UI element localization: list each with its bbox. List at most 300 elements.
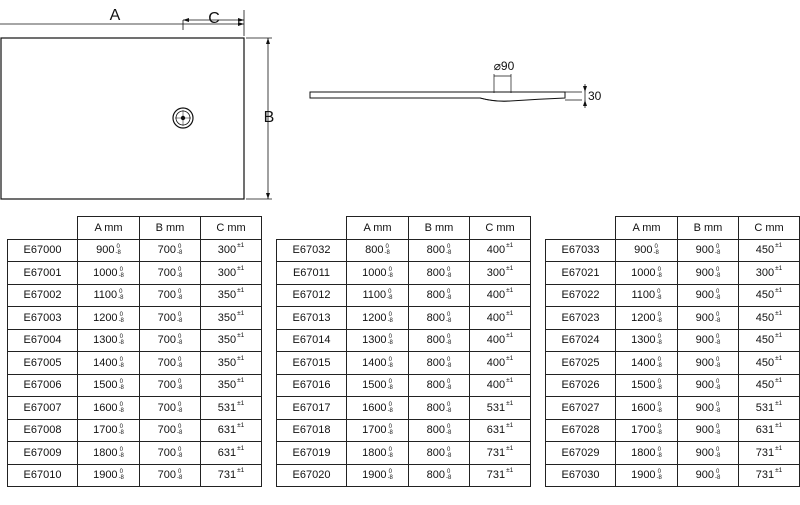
table-row — [546, 329, 800, 352]
tolerance-plus-minus: ±1 — [506, 264, 514, 272]
tolerance-upper: 0 — [178, 424, 182, 431]
tolerance-lower: -8 — [446, 272, 452, 279]
tolerance-range — [177, 447, 182, 459]
tolerance-upper: 0 — [178, 469, 182, 476]
tolerance-upper: 0 — [116, 244, 120, 251]
table-row — [546, 442, 800, 465]
tolerance-lower: -8 — [177, 295, 183, 302]
tolerance-lower: -8 — [118, 340, 124, 347]
tolerance-upper: 0 — [447, 401, 451, 408]
dim-a-value: 1500 — [362, 379, 387, 392]
dim-b-cell — [409, 464, 470, 487]
table-row — [277, 374, 531, 397]
tolerance-lower: -8 — [715, 295, 721, 302]
tolerance-range — [715, 334, 720, 346]
dim-b-value: 900 — [695, 469, 714, 482]
tolerance-lower: -8 — [715, 452, 721, 459]
table-row — [277, 307, 531, 330]
tray-top-view — [1, 38, 244, 199]
tolerance-lower: -8 — [656, 295, 662, 302]
tolerance-range — [177, 424, 182, 436]
tolerance-plus-minus: ±1 — [237, 354, 245, 362]
tolerance-range — [119, 334, 124, 346]
dim-b-cell — [409, 284, 470, 307]
tolerance-upper: 0 — [447, 334, 451, 341]
dim-a-cell — [347, 262, 409, 285]
dim-c-value: 400 — [486, 311, 506, 324]
dim-b-value: 700 — [157, 446, 176, 459]
dim-b-value: 700 — [157, 379, 176, 392]
dim-c-cell — [470, 284, 531, 307]
dim-b-value: 900 — [695, 446, 714, 459]
column-header: A mm — [616, 217, 678, 240]
tolerance-lower: -8 — [177, 250, 183, 257]
dim-a-cell — [78, 352, 140, 375]
product-code: E67006 — [8, 374, 78, 397]
tolerance-lower: -8 — [177, 475, 183, 482]
table-row — [8, 284, 262, 307]
dim-c-value: 300 — [755, 266, 775, 279]
dim-a-cell — [616, 442, 678, 465]
dim-a-cell — [347, 239, 409, 262]
tolerance-plus-minus: ±1 — [506, 377, 514, 385]
table-row — [277, 284, 531, 307]
tolerance-upper: 0 — [447, 244, 451, 251]
dim-a-value: 1000 — [362, 266, 387, 279]
tolerance-range — [118, 289, 123, 301]
tolerance-upper: 0 — [716, 401, 720, 408]
dim-a-cell — [78, 464, 140, 487]
tolerance-lower: -8 — [446, 317, 452, 324]
product-code: E67022 — [546, 284, 616, 307]
product-code: E67019 — [277, 442, 347, 465]
dim-b-cell — [409, 419, 470, 442]
dim-a-cell — [347, 419, 409, 442]
dim-c-cell — [470, 397, 531, 420]
spec-table-800 — [276, 216, 531, 487]
table-row — [8, 374, 262, 397]
table-row — [277, 239, 531, 262]
tolerance-upper: 0 — [447, 446, 451, 453]
tolerance-plus-minus: ±1 — [775, 242, 783, 250]
tolerance-range — [715, 289, 720, 301]
tolerance-lower: -8 — [177, 317, 183, 324]
tolerance-range — [715, 447, 720, 459]
tolerance-lower: -8 — [656, 272, 662, 279]
dim-b-cell — [140, 419, 201, 442]
tolerance-upper: 0 — [385, 244, 389, 251]
dim-a-value: 800 — [365, 244, 384, 257]
dim-c-cell — [739, 262, 800, 285]
dim-a-arrow-right — [238, 22, 244, 26]
tolerance-range — [388, 469, 393, 481]
dim-c-cell — [739, 284, 800, 307]
table-row — [546, 284, 800, 307]
dim-b-value: 700 — [157, 311, 176, 324]
dim-c-cell — [201, 239, 262, 262]
tolerance-lower: -8 — [715, 385, 721, 392]
tolerance-upper: 0 — [716, 446, 720, 453]
tolerance-range — [446, 379, 451, 391]
dim-b-cell — [678, 329, 739, 352]
tolerance-lower: -8 — [656, 430, 662, 437]
tolerance-upper: 0 — [178, 379, 182, 386]
dim-a-cell — [616, 262, 678, 285]
tolerance-range — [657, 267, 662, 279]
tolerance-upper: 0 — [178, 334, 182, 341]
product-code: E67005 — [8, 352, 78, 375]
dim-c-cell — [201, 419, 262, 442]
tolerance-range — [715, 244, 720, 256]
dim-b-value: 800 — [426, 356, 445, 369]
tolerance-range — [177, 244, 182, 256]
dim-a-value: 1100 — [631, 289, 656, 302]
tolerance-upper: 0 — [657, 266, 661, 273]
tolerance-plus-minus: ±1 — [237, 467, 245, 475]
column-header: A mm — [78, 217, 140, 240]
tolerance-plus-minus: ±1 — [237, 264, 245, 272]
tolerance-range — [715, 357, 720, 369]
table-row — [277, 397, 531, 420]
dim-c-cell — [470, 262, 531, 285]
tolerance-lower: -8 — [118, 317, 124, 324]
dim-b-value: 700 — [157, 469, 176, 482]
tolerance-upper: 0 — [388, 289, 392, 296]
dim-a-value: 1300 — [631, 334, 656, 347]
product-code: E67013 — [277, 307, 347, 330]
dim-c-value: 350 — [217, 356, 237, 369]
table-row — [277, 352, 531, 375]
tolerance-range — [119, 424, 124, 436]
dim-a-value: 1700 — [93, 424, 118, 437]
tolerance-plus-minus: ±1 — [775, 332, 783, 340]
dim-c-cell — [470, 464, 531, 487]
tolerance-upper: 0 — [716, 266, 720, 273]
dim-b-label: B — [263, 109, 275, 126]
dim-b-cell — [140, 307, 201, 330]
tolerance-range — [446, 402, 451, 414]
dim-b-value: 900 — [695, 424, 714, 437]
tolerance-range — [119, 267, 124, 279]
product-code: E67027 — [546, 397, 616, 420]
dim-a-cell — [616, 419, 678, 442]
tolerance-upper: 0 — [657, 356, 661, 363]
tolerance-plus-minus: ±1 — [775, 264, 783, 272]
dim-c-cell — [201, 374, 262, 397]
tolerance-range — [177, 312, 182, 324]
product-code: E67024 — [546, 329, 616, 352]
tolerance-upper: 0 — [119, 469, 123, 476]
dim-b-cell — [409, 329, 470, 352]
drain-icon — [173, 108, 193, 128]
tolerance-upper: 0 — [119, 334, 123, 341]
tolerance-upper: 0 — [447, 266, 451, 273]
product-code: E67014 — [277, 329, 347, 352]
table-row — [277, 442, 531, 465]
dim-b-value: 900 — [695, 356, 714, 369]
product-code: E67018 — [277, 419, 347, 442]
table-row — [8, 397, 262, 420]
dim-b-value: 700 — [157, 424, 176, 437]
dim-b-cell — [678, 464, 739, 487]
column-header: A mm — [347, 217, 409, 240]
dim-c-cell — [201, 352, 262, 375]
tolerance-lower: -8 — [715, 430, 721, 437]
dim-c-arrow-right — [238, 18, 244, 22]
table-row — [8, 262, 262, 285]
tolerance-upper: 0 — [447, 311, 451, 318]
tolerance-range — [177, 289, 182, 301]
dim-c-value: 631 — [486, 424, 506, 437]
dim-a-value: 1200 — [362, 311, 387, 324]
tolerance-upper: 0 — [178, 356, 182, 363]
tolerance-lower: -8 — [656, 475, 662, 482]
tolerance-plus-minus: ±1 — [775, 377, 783, 385]
dim-b-cell — [409, 307, 470, 330]
dim-b-cell — [409, 374, 470, 397]
tolerance-range — [119, 357, 124, 369]
tolerance-lower: -8 — [115, 250, 121, 257]
dim-b-value: 900 — [695, 311, 714, 324]
tolerance-plus-minus: ±1 — [775, 467, 783, 475]
dim-a-cell — [78, 442, 140, 465]
dim-b-cell — [678, 352, 739, 375]
dim-c-cell — [739, 329, 800, 352]
tolerance-lower: -8 — [387, 272, 393, 279]
column-header: B mm — [140, 217, 201, 240]
tolerance-range — [446, 289, 451, 301]
tolerance-range — [715, 312, 720, 324]
dim-b-value: 800 — [426, 424, 445, 437]
table-header-row — [8, 217, 262, 240]
tolerance-lower: -8 — [384, 250, 390, 257]
tolerance-lower: -8 — [177, 362, 183, 369]
tolerance-lower: -8 — [656, 317, 662, 324]
tolerance-lower: -8 — [118, 475, 124, 482]
dim-c-value: 400 — [486, 244, 506, 257]
column-header: C mm — [470, 217, 531, 240]
tolerance-range — [119, 312, 124, 324]
product-code: E67000 — [8, 239, 78, 262]
tolerance-range — [177, 469, 182, 481]
dim-c-value: 731 — [486, 469, 506, 482]
table-row — [546, 307, 800, 330]
dim-a-value: 1300 — [93, 334, 118, 347]
dim-b-cell — [409, 352, 470, 375]
tolerance-lower: -8 — [387, 362, 393, 369]
product-code: E67002 — [8, 284, 78, 307]
tolerance-range — [446, 447, 451, 459]
dim-b-cell — [140, 397, 201, 420]
tolerance-range — [388, 447, 393, 459]
dim-a-cell — [78, 307, 140, 330]
tolerance-plus-minus: ±1 — [775, 309, 783, 317]
tolerance-upper: 0 — [119, 446, 123, 453]
tolerance-lower: -8 — [715, 272, 721, 279]
dim-b-value: 900 — [695, 401, 714, 414]
dim-b-value: 700 — [157, 356, 176, 369]
tolerance-range — [446, 357, 451, 369]
tolerance-lower: -8 — [177, 430, 183, 437]
dim-a-cell — [78, 397, 140, 420]
dim-b-cell — [140, 374, 201, 397]
product-code: E67004 — [8, 329, 78, 352]
dim-c-value: 631 — [755, 424, 775, 437]
dim-a-value: 900 — [634, 244, 653, 257]
tolerance-lower: -8 — [446, 452, 452, 459]
tolerance-plus-minus: ±1 — [237, 287, 245, 295]
dim-c-cell — [201, 329, 262, 352]
spec-table-700 — [7, 216, 262, 487]
tolerance-lower: -8 — [446, 340, 452, 347]
tolerance-lower: -8 — [387, 385, 393, 392]
dim-b-cell — [409, 397, 470, 420]
product-code: E67008 — [8, 419, 78, 442]
tolerance-range — [657, 357, 662, 369]
dim-c-cell — [739, 374, 800, 397]
dim-a-value: 1000 — [93, 266, 118, 279]
dim-a-cell — [347, 352, 409, 375]
dim-c-cell — [201, 442, 262, 465]
dim-c-cell — [470, 374, 531, 397]
tolerance-plus-minus: ±1 — [775, 287, 783, 295]
dim-c-cell — [739, 352, 800, 375]
tolerance-lower: -8 — [387, 452, 393, 459]
dim-c-value: 300 — [217, 266, 237, 279]
dim-a-value: 1600 — [631, 401, 656, 414]
dim-a-cell — [347, 329, 409, 352]
tolerance-range — [656, 289, 661, 301]
dim-b-cell — [678, 374, 739, 397]
tolerance-plus-minus: ±1 — [237, 422, 245, 430]
tolerance-lower: -8 — [387, 475, 393, 482]
table-row — [8, 419, 262, 442]
product-code: E67010 — [8, 464, 78, 487]
dim-a-cell — [78, 284, 140, 307]
dim-b-cell — [140, 442, 201, 465]
tolerance-upper: 0 — [657, 379, 661, 386]
dim-a-value: 1500 — [631, 379, 656, 392]
tolerance-lower: -8 — [387, 407, 393, 414]
tolerance-range — [657, 424, 662, 436]
dim-b-value: 800 — [426, 311, 445, 324]
dim-a-cell — [616, 239, 678, 262]
dim-b-value: 700 — [157, 289, 176, 302]
dim-c-cell — [739, 239, 800, 262]
dim-c-value: 400 — [486, 289, 506, 302]
table-row — [277, 262, 531, 285]
dim-c-cell — [201, 464, 262, 487]
tolerance-upper: 0 — [716, 244, 720, 251]
table-header-row — [277, 217, 531, 240]
product-code: E67001 — [8, 262, 78, 285]
dim-a-value: 1500 — [93, 379, 118, 392]
dim-b-cell — [140, 284, 201, 307]
dim-c-value: 450 — [755, 334, 775, 347]
tolerance-range — [657, 334, 662, 346]
tolerance-range — [388, 357, 393, 369]
tolerance-range — [446, 312, 451, 324]
tolerance-plus-minus: ±1 — [506, 422, 514, 430]
tolerance-range — [388, 267, 393, 279]
dim-c-value: 450 — [755, 244, 775, 257]
dim-a-cell — [78, 262, 140, 285]
dim-b-arrow-top — [266, 38, 270, 44]
dim-a-value: 1200 — [93, 311, 118, 324]
header-corner — [8, 217, 78, 240]
dim-c-cell — [470, 239, 531, 262]
dim-b-value: 800 — [426, 446, 445, 459]
tolerance-range — [654, 244, 659, 256]
dim-c-cell — [470, 442, 531, 465]
product-code: E67030 — [546, 464, 616, 487]
tolerance-lower: -8 — [118, 407, 124, 414]
dim-a-cell — [347, 284, 409, 307]
tolerance-range — [388, 402, 393, 414]
tolerance-upper: 0 — [447, 289, 451, 296]
dim-c-value: 300 — [217, 244, 237, 257]
dim-a-cell — [616, 397, 678, 420]
dim-c-cell — [470, 329, 531, 352]
tolerance-upper: 0 — [657, 446, 661, 453]
tolerance-upper: 0 — [716, 379, 720, 386]
tolerance-range — [657, 379, 662, 391]
tolerance-upper: 0 — [178, 266, 182, 273]
tolerance-lower: -8 — [177, 452, 183, 459]
height-dim-arrow-top — [583, 86, 587, 92]
tolerance-lower: -8 — [656, 385, 662, 392]
tolerance-range — [657, 312, 662, 324]
dim-a-cell — [347, 374, 409, 397]
tolerance-plus-minus: ±1 — [237, 399, 245, 407]
tolerance-lower: -8 — [118, 362, 124, 369]
tolerance-upper: 0 — [716, 289, 720, 296]
tolerance-upper: 0 — [178, 446, 182, 453]
dim-b-cell — [678, 397, 739, 420]
tolerance-upper: 0 — [716, 334, 720, 341]
tolerance-upper: 0 — [657, 424, 661, 431]
dim-c-value: 350 — [217, 379, 237, 392]
tolerance-plus-minus: ±1 — [237, 332, 245, 340]
dim-c-cell — [201, 397, 262, 420]
dim-c-cell — [201, 307, 262, 330]
dim-c-value: 350 — [217, 289, 237, 302]
header-corner — [277, 217, 347, 240]
tolerance-plus-minus: ±1 — [775, 399, 783, 407]
product-code: E67009 — [8, 442, 78, 465]
dim-a-cell — [78, 419, 140, 442]
tolerance-upper: 0 — [388, 424, 392, 431]
tolerance-plus-minus: ±1 — [775, 422, 783, 430]
table-row — [546, 352, 800, 375]
tolerance-range — [657, 402, 662, 414]
dim-c-cell — [739, 419, 800, 442]
table-row — [8, 239, 262, 262]
tolerance-plus-minus: ±1 — [775, 354, 783, 362]
dim-c-value: 631 — [217, 424, 237, 437]
tolerance-lower: -8 — [715, 250, 721, 257]
dim-a-value: 1400 — [93, 356, 118, 369]
dim-a-cell — [78, 374, 140, 397]
tolerance-range — [388, 312, 393, 324]
table-row — [277, 419, 531, 442]
table-row — [546, 374, 800, 397]
product-code: E67029 — [546, 442, 616, 465]
dim-a-value: 1900 — [631, 469, 656, 482]
tolerance-upper: 0 — [447, 356, 451, 363]
product-code: E67032 — [277, 239, 347, 262]
tolerance-lower: -8 — [715, 475, 721, 482]
